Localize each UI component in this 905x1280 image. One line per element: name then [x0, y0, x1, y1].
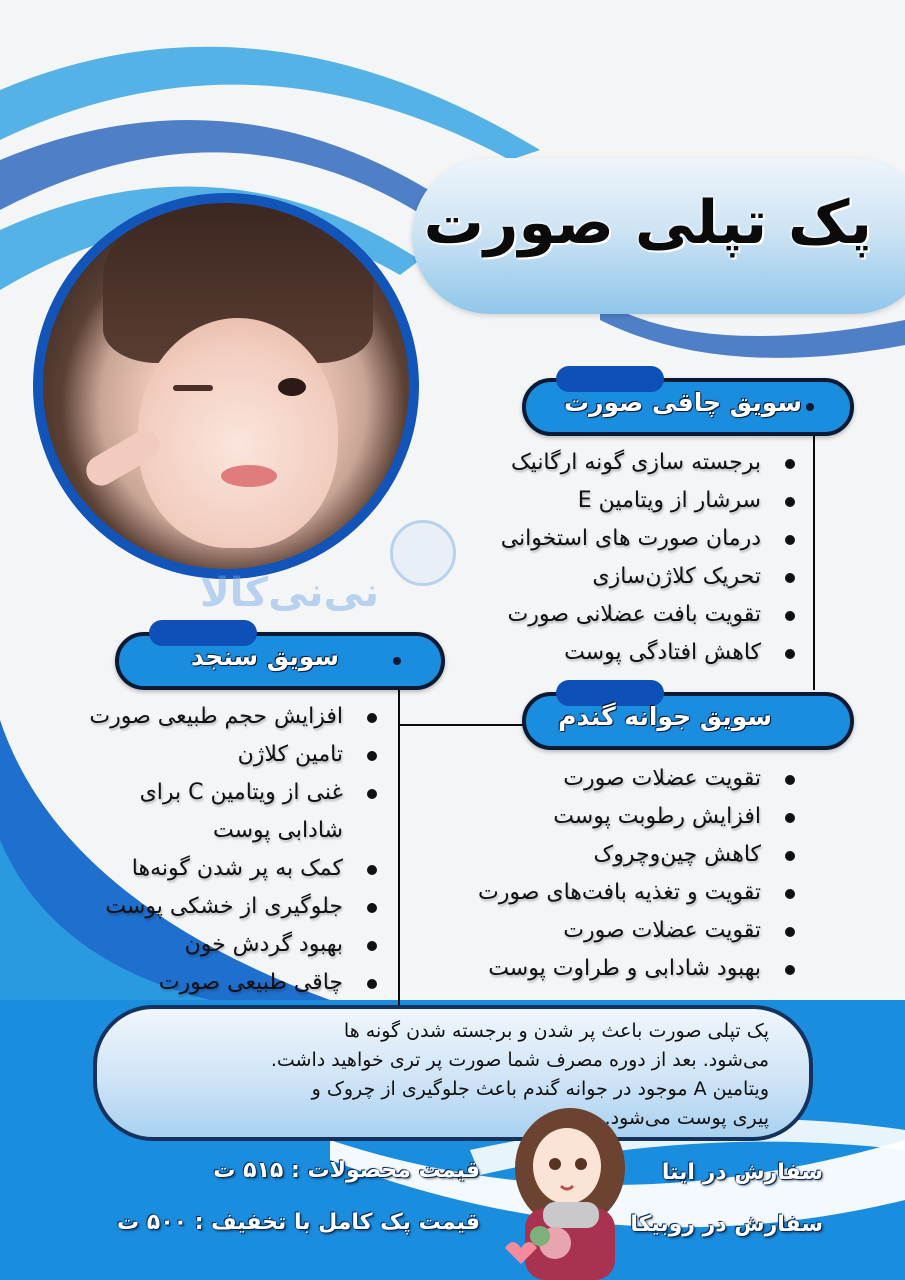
description-text: پک تپلی صورت باعث پر شدن و برجسته شدن گونه ها می‌شود. بعد از دوره مصرف شما صورت پر تری خواهید داشت. ویتامین A موجود در جوانه گندم باعث جلوگیری از چروک و پیری پوست می‌شود. — [270, 1020, 769, 1129]
products-price: قیمت محصولات : ۵۱۵ ت — [213, 1158, 480, 1183]
section-header-face-fattening — [522, 378, 854, 436]
watermark-text: نی‌نی‌کالا — [200, 570, 380, 616]
baby-face-icon — [390, 520, 456, 586]
watermark-logo — [200, 520, 490, 620]
section-header-oleaster — [115, 632, 445, 690]
section-header-wheat-germ — [522, 692, 854, 750]
list-item: برجسته سازی گونه ارگانیک — [501, 444, 803, 482]
list-item: بهبود شادابی و طراوت پوست — [478, 950, 803, 988]
bullet-dot-icon — [806, 403, 814, 411]
list-item: درمان صورت های استخوانی — [501, 520, 803, 558]
list-item: چاقی طبیعی صورت — [89, 964, 385, 1002]
bullet-dot-icon — [393, 657, 401, 665]
title-banner — [412, 158, 905, 314]
list-item: افزایش رطوبت پوست — [478, 798, 803, 836]
list-item: تحریک کلاژن‌سازی — [501, 558, 803, 596]
benefits-list-face-fattening — [501, 444, 803, 672]
section-title: سویق سنجد — [190, 642, 339, 671]
order-rubika-link[interactable]: سفارش در روبیکا — [630, 1212, 823, 1237]
list-item: کاهش افتادگی پوست — [501, 634, 803, 672]
list-item: تقویت عضلات صورت — [478, 912, 803, 950]
photo-face — [138, 318, 338, 548]
connector-line — [398, 724, 524, 726]
benefits-list-wheat-germ — [478, 760, 803, 988]
benefits-list-oleaster — [89, 698, 385, 1002]
photo-pouting-lips — [221, 465, 277, 487]
list-item: کمک به پر شدن گونه‌ها — [89, 850, 385, 888]
list-item: افزایش حجم طبیعی صورت — [89, 698, 385, 736]
full-pack-price: قیمت پک کامل با تخفیف : ۵۰۰ ت — [116, 1210, 480, 1235]
list-item: غنی از ویتامین C برای شادابی پوست — [89, 774, 385, 850]
order-eitaa-link[interactable]: سفارش در ایتا — [661, 1160, 823, 1185]
list-item: تقویت و تغذیه بافت‌های صورت — [478, 874, 803, 912]
list-item: بهبود گردش خون — [89, 926, 385, 964]
list-item: سرشار از ویتامین E — [501, 482, 803, 520]
section-title: سویق جوانه گندم — [558, 702, 772, 731]
section-title: سویق چاقی صورت — [563, 388, 802, 417]
photo-winking-eye — [173, 385, 213, 391]
list-item: جلوگیری از خشکی پوست — [89, 888, 385, 926]
description-box — [93, 1005, 813, 1141]
page-title: پک تپلی صورت — [423, 188, 872, 258]
photo-open-eye — [278, 378, 306, 396]
connector-line — [813, 410, 815, 690]
list-item: تقویت بافت عضلانی صورت — [501, 596, 803, 634]
list-item: تقویت عضلات صورت — [478, 760, 803, 798]
list-item: کاهش چین‌وچروک — [478, 836, 803, 874]
list-item-continuation: شادابی پوست — [212, 818, 343, 843]
anime-girl-illustration — [495, 1108, 645, 1280]
list-item: تامین کلاژن — [89, 736, 385, 774]
connector-line — [398, 660, 400, 1005]
